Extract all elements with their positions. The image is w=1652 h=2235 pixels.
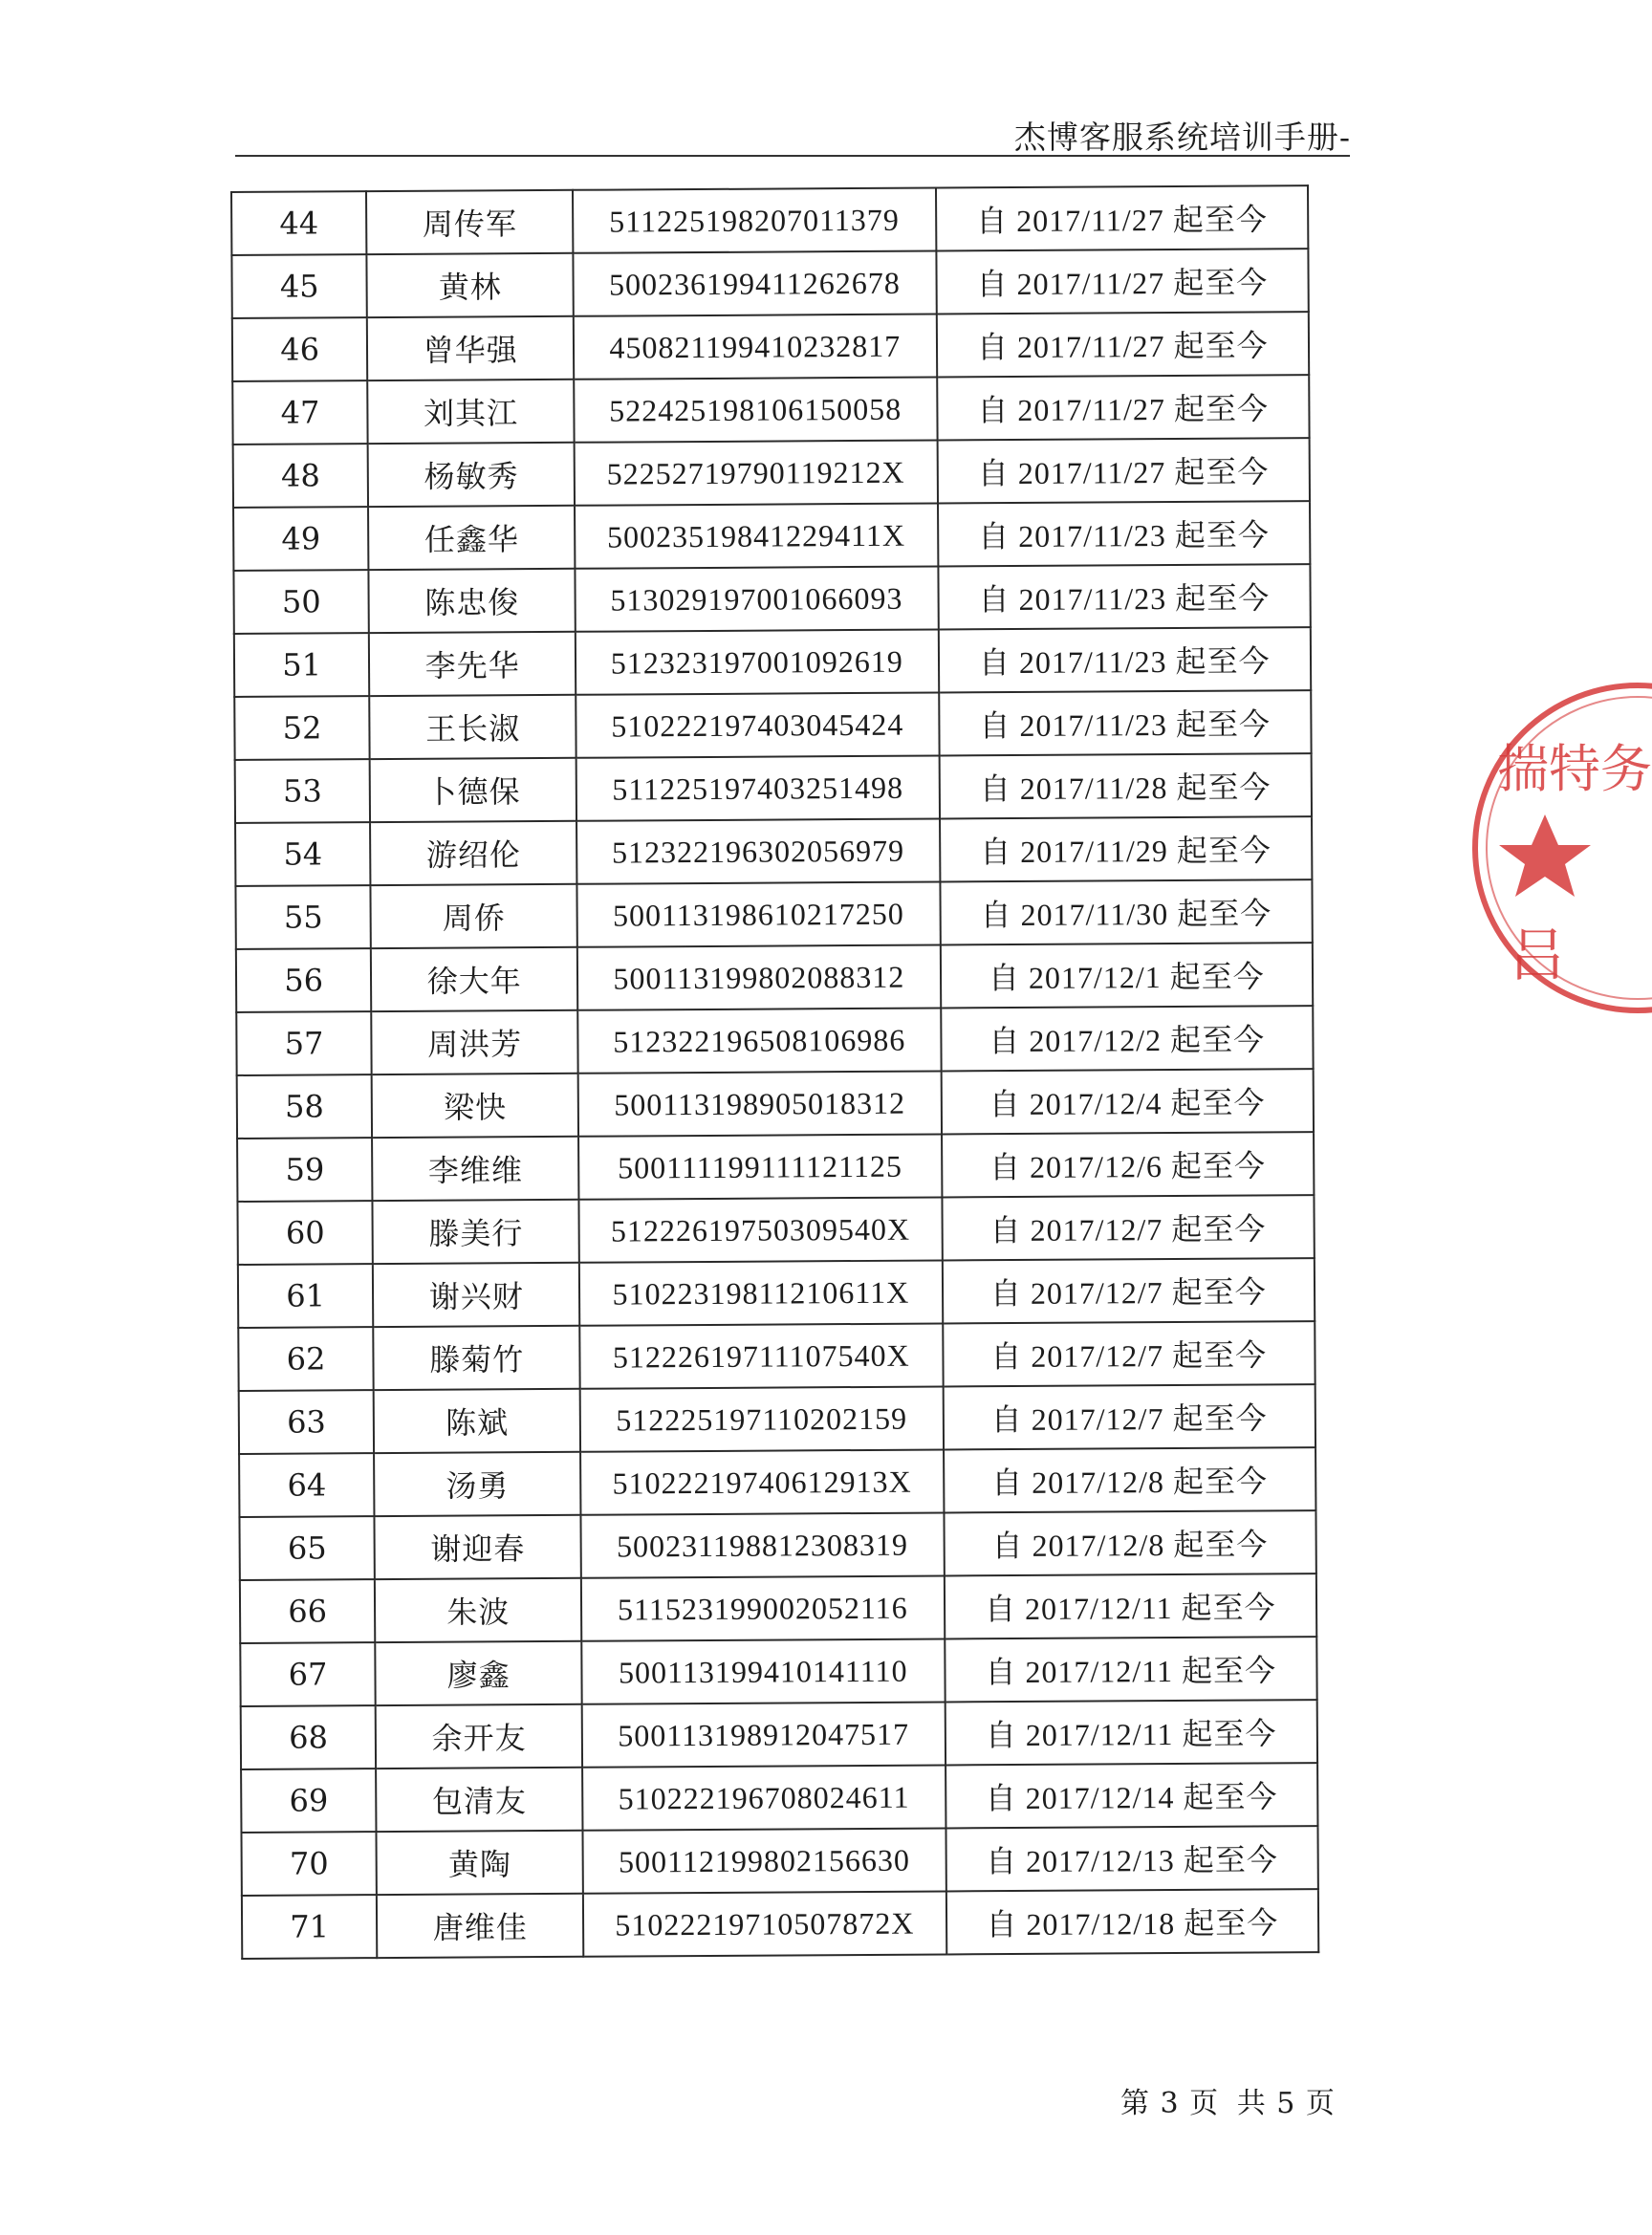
page-footer xyxy=(1120,2079,1343,2121)
start-date: 自 2017/12/11 起至今 xyxy=(945,1637,1317,1702)
row-number: 58 xyxy=(237,1074,373,1139)
start-date: 自 2017/11/28 起至今 xyxy=(939,753,1312,818)
row-number: 60 xyxy=(237,1201,373,1265)
id-number: 51222619711107540X xyxy=(579,1323,943,1388)
row-number: 61 xyxy=(238,1264,374,1328)
start-date: 自 2017/12/14 起至今 xyxy=(946,1763,1318,1828)
start-date: 自 2017/11/23 起至今 xyxy=(938,501,1311,566)
row-number: 51 xyxy=(234,633,370,697)
employee-name: 余开友 xyxy=(376,1704,582,1768)
table-row xyxy=(233,564,1310,634)
start-date: 自 2017/11/27 起至今 xyxy=(936,185,1309,250)
roster-table-body xyxy=(231,185,1318,1959)
red-seal-stamp xyxy=(1470,671,1652,1025)
id-number: 512322196508106986 xyxy=(577,1008,941,1073)
table-row xyxy=(241,1763,1317,1833)
table-row xyxy=(239,1447,1315,1517)
start-date: 自 2017/11/27 起至今 xyxy=(936,249,1309,314)
employee-name: 谢兴财 xyxy=(373,1263,579,1327)
start-date: 自 2017/11/29 起至今 xyxy=(940,816,1313,881)
employee-name: 刘其江 xyxy=(367,380,574,444)
id-number: 512322196302056979 xyxy=(576,818,940,883)
table-row xyxy=(239,1384,1315,1454)
id-number: 512323197001092619 xyxy=(576,629,939,694)
employee-name: 滕美行 xyxy=(373,1200,579,1264)
employee-name: 周洪芳 xyxy=(371,1010,577,1074)
row-number: 46 xyxy=(232,317,368,381)
table-row xyxy=(240,1637,1316,1706)
id-number: 500113199802088312 xyxy=(577,944,941,1009)
row-number: 71 xyxy=(242,1895,378,1959)
start-date: 自 2017/12/7 起至今 xyxy=(942,1195,1315,1260)
employee-name: 周传军 xyxy=(366,190,573,254)
table-row xyxy=(234,690,1311,760)
id-number: 51022219710507872X xyxy=(583,1891,946,1956)
id-number: 511225198207011379 xyxy=(573,187,936,252)
row-number: 57 xyxy=(236,1011,372,1075)
start-date: 自 2017/12/4 起至今 xyxy=(941,1069,1314,1134)
row-number: 53 xyxy=(235,759,371,823)
table-row xyxy=(235,816,1312,886)
row-number: 64 xyxy=(239,1453,375,1517)
employee-name: 周侨 xyxy=(371,884,577,948)
table-row xyxy=(236,1006,1313,1075)
id-number: 500112199802156630 xyxy=(583,1828,946,1893)
start-date: 自 2017/11/27 起至今 xyxy=(937,375,1310,440)
employee-name: 李先华 xyxy=(369,632,576,696)
table-row xyxy=(233,438,1310,508)
start-date: 自 2017/12/8 起至今 xyxy=(944,1447,1316,1512)
employee-name: 李维维 xyxy=(372,1137,578,1201)
employee-name: 陈斌 xyxy=(374,1389,580,1453)
start-date: 自 2017/11/23 起至今 xyxy=(939,690,1312,755)
id-number: 513029197001066093 xyxy=(576,566,939,631)
table-row xyxy=(237,1195,1314,1265)
id-number: 500113199410141110 xyxy=(581,1638,945,1703)
table-row xyxy=(237,1069,1314,1139)
employee-name: 谢迎春 xyxy=(375,1515,581,1579)
table-row xyxy=(240,1573,1316,1643)
row-number: 50 xyxy=(233,570,369,634)
employee-name: 徐大年 xyxy=(371,947,577,1011)
id-number: 512225197110202159 xyxy=(580,1386,944,1451)
start-date: 自 2017/11/27 起至今 xyxy=(937,438,1310,503)
id-number: 522425198106150058 xyxy=(574,377,937,442)
id-number: 51222619750309540X xyxy=(579,1197,943,1262)
table-row xyxy=(232,312,1309,381)
seal-text-bottom: 吕 xyxy=(1509,922,1566,989)
start-date: 自 2017/12/7 起至今 xyxy=(943,1321,1315,1386)
row-number: 47 xyxy=(232,380,368,445)
table-row xyxy=(237,1132,1314,1202)
row-number: 55 xyxy=(235,885,371,949)
id-number: 52252719790119212X xyxy=(575,440,938,505)
employee-name: 黄林 xyxy=(367,253,574,317)
id-number: 51022319811210611X xyxy=(579,1260,943,1325)
row-number: 52 xyxy=(234,696,370,760)
id-number: 500236199411262678 xyxy=(574,250,937,315)
id-number: 500113198610217250 xyxy=(577,881,941,946)
id-number: 500113198912047517 xyxy=(582,1702,946,1767)
id-number: 500111199111121125 xyxy=(578,1134,942,1199)
table-row xyxy=(236,943,1313,1012)
start-date: 自 2017/12/1 起至今 xyxy=(940,943,1313,1008)
table-row xyxy=(238,1258,1315,1328)
employee-name: 包清友 xyxy=(376,1768,582,1832)
row-number: 65 xyxy=(239,1516,375,1580)
seal-text-top: 揣特务 xyxy=(1497,739,1652,799)
row-number: 63 xyxy=(239,1390,375,1454)
table-row xyxy=(241,1826,1317,1896)
start-date: 自 2017/12/7 起至今 xyxy=(943,1384,1315,1449)
table-row xyxy=(231,185,1308,255)
employee-name: 汤勇 xyxy=(374,1452,580,1516)
start-date: 自 2017/11/30 起至今 xyxy=(940,879,1313,944)
id-number: 51022219740612913X xyxy=(580,1449,944,1514)
id-number: 450821199410232817 xyxy=(574,314,937,379)
row-number: 48 xyxy=(233,444,369,508)
id-number: 511523199002052116 xyxy=(581,1575,945,1640)
page-total: 共 5 页 xyxy=(1236,2087,1336,2120)
employee-name: 游绍伦 xyxy=(370,821,576,885)
table-row xyxy=(238,1321,1315,1391)
employee-name: 任鑫华 xyxy=(368,506,575,570)
start-date: 自 2017/11/27 起至今 xyxy=(936,312,1309,377)
employee-name: 朱波 xyxy=(375,1578,581,1642)
row-number: 44 xyxy=(231,191,367,255)
page-number: 第 3 页 xyxy=(1120,2087,1220,2120)
table-row xyxy=(242,1889,1318,1959)
employee-name: 卜德保 xyxy=(370,758,576,822)
start-date: 自 2017/12/13 起至今 xyxy=(946,1826,1318,1891)
row-number: 59 xyxy=(237,1138,373,1202)
table-row xyxy=(232,375,1309,445)
id-number: 510222197403045424 xyxy=(576,692,939,757)
id-number: 500113198905018312 xyxy=(578,1071,942,1136)
employee-name: 黄陶 xyxy=(377,1831,583,1895)
row-number: 62 xyxy=(238,1327,374,1391)
row-number: 56 xyxy=(236,948,372,1012)
employee-name: 廖鑫 xyxy=(376,1641,582,1705)
row-number: 70 xyxy=(241,1832,377,1896)
employee-name: 梁快 xyxy=(372,1074,578,1138)
row-number: 45 xyxy=(231,254,367,318)
id-number: 510222196708024611 xyxy=(582,1765,946,1830)
row-number: 67 xyxy=(240,1642,376,1706)
start-date: 自 2017/12/2 起至今 xyxy=(941,1006,1314,1071)
employee-name: 陈忠俊 xyxy=(369,569,576,633)
table-row xyxy=(233,501,1310,571)
employee-name: 曾华强 xyxy=(367,316,574,380)
start-date: 自 2017/12/11 起至今 xyxy=(945,1700,1317,1765)
row-number: 54 xyxy=(235,822,371,886)
row-number: 69 xyxy=(241,1768,377,1833)
id-number: 50023519841229411X xyxy=(575,503,938,568)
table-row xyxy=(235,879,1312,949)
start-date: 自 2017/12/6 起至今 xyxy=(942,1132,1315,1197)
row-number: 66 xyxy=(240,1579,376,1643)
table-row xyxy=(241,1700,1317,1769)
employee-name: 滕菊竹 xyxy=(374,1326,580,1390)
id-number: 511225197403251498 xyxy=(576,755,940,820)
row-number: 49 xyxy=(233,507,369,571)
employee-name: 杨敏秀 xyxy=(368,443,575,507)
table-row xyxy=(235,753,1312,823)
header-title: 杰博客服系统培训手册- xyxy=(1013,119,1351,156)
id-number: 500231198812308319 xyxy=(581,1512,945,1577)
roster-table xyxy=(230,184,1319,1960)
table-row xyxy=(231,249,1308,318)
start-date: 自 2017/12/8 起至今 xyxy=(944,1510,1316,1575)
start-date: 自 2017/11/23 起至今 xyxy=(938,627,1311,692)
table-row xyxy=(234,627,1311,697)
start-date: 自 2017/12/18 起至今 xyxy=(946,1889,1318,1954)
row-number: 68 xyxy=(241,1705,377,1769)
employee-name: 唐维佳 xyxy=(377,1894,583,1958)
employee-name: 王长淑 xyxy=(369,695,576,759)
header-rule xyxy=(235,155,1350,157)
start-date: 自 2017/12/7 起至今 xyxy=(942,1258,1315,1323)
start-date: 自 2017/11/23 起至今 xyxy=(938,564,1311,629)
table-row xyxy=(239,1510,1315,1580)
start-date: 自 2017/12/11 起至今 xyxy=(944,1573,1316,1638)
